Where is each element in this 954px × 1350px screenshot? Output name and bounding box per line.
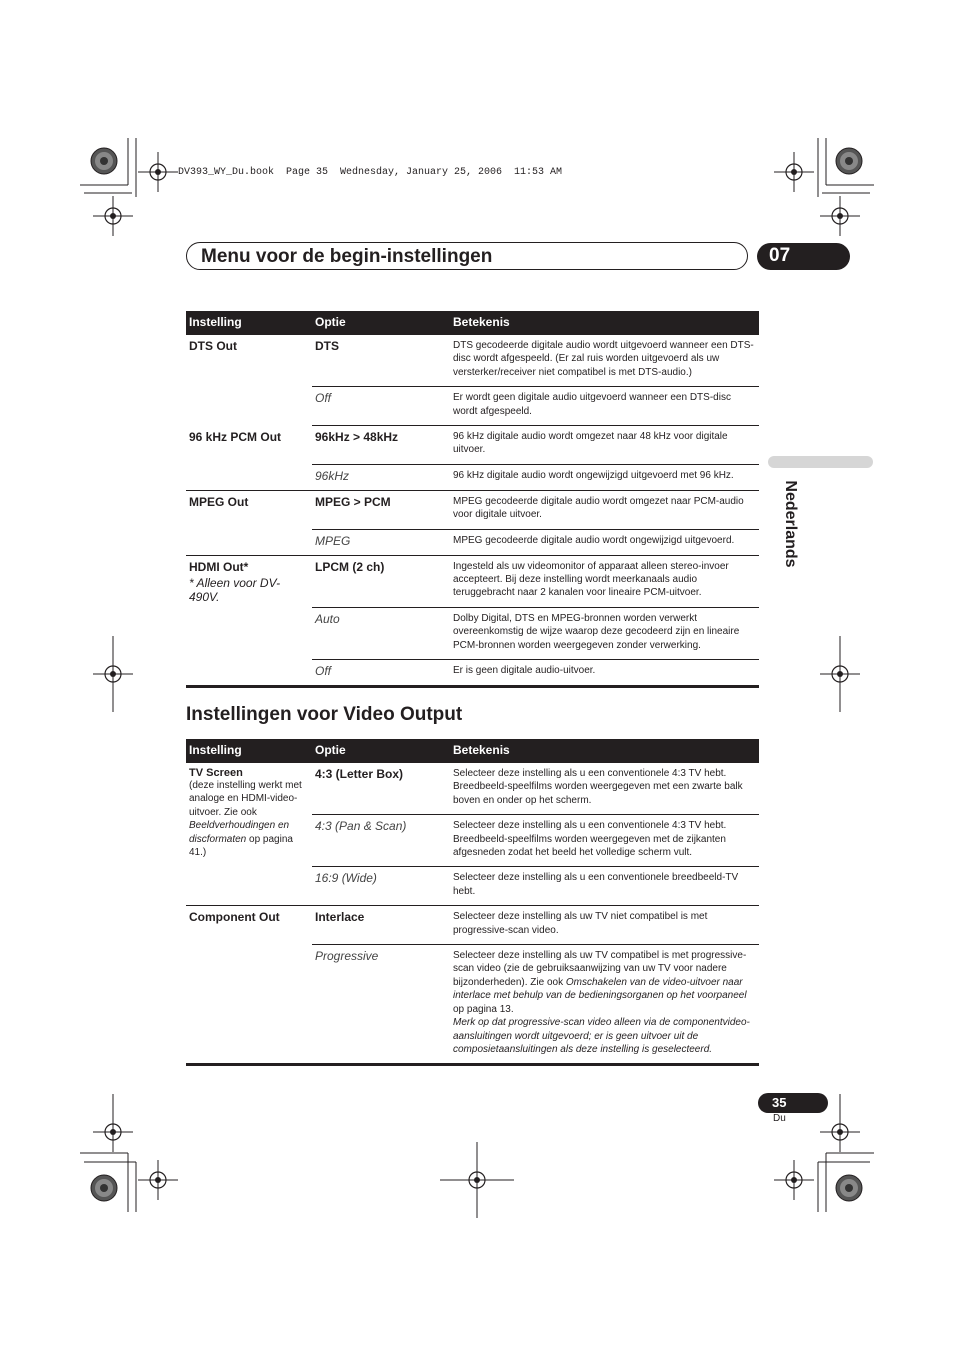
option-cell: 4:3 (Letter Box) [312, 763, 450, 815]
note-link-text: Beeldverhoudingen en discformaten [189, 820, 290, 845]
setting-96khz-pcm-out: 96 kHz PCM Out [186, 426, 312, 491]
setting-hdmi-out [186, 555, 312, 686]
table-row [186, 490, 759, 529]
meaning-cell: MPEG gecodeerde digitale audio wordt omgezet naar PCM-audio voor digitale uitvoer. [450, 490, 759, 529]
option-cell: Off [312, 387, 450, 426]
table-row [186, 906, 759, 945]
registration-cross-icon [138, 1160, 178, 1200]
note-text: (deze instelling werkt met analoge en HDMI-video-uitvoer. Zie ook [189, 780, 302, 818]
registration-cross-icon [138, 152, 178, 192]
table-header-row [186, 311, 759, 335]
table-header-row [186, 739, 759, 763]
table-row [186, 555, 759, 607]
setting-component-out: Component Out [186, 906, 312, 1065]
meaning-link-text: Omschakelen van de video-uitvoer naar interlace met behulp van de bedieningsorganen op het voorpaneel [453, 976, 747, 1002]
meaning-cell: Ingesteld als uw videomonitor of apparaat alleen stereo-invoer accepteert. Bij deze instelling wordt meerkanaals audio teruggebracht naar 2 kanalen voor lineaire PCM-uitvoer. [450, 555, 759, 607]
header-meaning: Betekenis [450, 739, 759, 763]
meaning-cell [450, 945, 759, 1065]
meaning-cell: 96 kHz digitale audio wordt omgezet naar 48 kHz voor digitale uitvoer. [450, 426, 759, 465]
header-option: Optie [312, 311, 450, 335]
meaning-cell: Er wordt geen digitale audio uitgevoerd wanneer een DTS-disc wordt afgespeeld. [450, 387, 759, 426]
setting-hdmi-out-label: HDMI Out* [189, 559, 249, 574]
option-cell: 4:3 (Pan & Scan) [312, 815, 450, 867]
chapter-title-bar [186, 242, 748, 270]
registration-star-icon [91, 1175, 117, 1201]
page-number-badge [758, 1093, 828, 1113]
option-cell: 96kHz [312, 464, 450, 490]
table-row [186, 426, 759, 465]
setting-hdmi-out-note: * Alleen voor DV-490V. [189, 575, 281, 604]
option-cell: MPEG [312, 529, 450, 555]
meaning-cell: Selecteer deze instelling als u een conventionele breedbeeld-TV hebt. [450, 867, 759, 906]
option-cell: Interlace [312, 906, 450, 945]
setting-tv-screen [186, 763, 312, 906]
meaning-note: Merk op dat progressive-scan video alleen via de componentvideo-aansluitingen wordt uitgevoerd; er is geen uitvoer uit de composietaansluitingen als deze instelling is geselecteerd. [453, 1017, 750, 1055]
option-cell: 96kHz > 48kHz [312, 426, 450, 465]
registration-cross-icon [774, 152, 814, 192]
section-title: Instellingen voor Video Output [186, 704, 463, 725]
note-text: op pagina 41.) [189, 833, 293, 859]
header-option: Optie [312, 739, 450, 763]
video-settings-table [186, 739, 759, 1066]
page-number: 35 [772, 1095, 787, 1110]
meaning-text: op pagina 13. [453, 1003, 514, 1015]
meaning-cell: DTS gecodeerde digitale audio wordt uitgevoerd wanneer een DTS-disc wordt afgespeeld. (Er zal ruis worden uitgevoerd als uw versterker/receiver niet compatibel is met DTS-audio.) [450, 335, 759, 387]
meaning-cell: Dolby Digital, DTS en MPEG-bronnen worden verwerkt overeenkomstig de wijze waarop deze gecodeerd zijn en lineaire PCM-bronnen worden weergegeven zonder verwerking. [450, 607, 759, 659]
meaning-cell: Selecteer deze instelling als u een conventionele 4:3 TV hebt. Breedbeeld-speelfilms worden weergegeven met een zwarte balk boven en onder op het scherm. [450, 763, 759, 815]
option-cell: DTS [312, 335, 450, 387]
meaning-cell: 96 kHz digitale audio wordt ongewijzigd uitgevoerd met 96 kHz. [450, 464, 759, 490]
option-cell: Off [312, 660, 450, 687]
chapter-number-badge [757, 243, 850, 270]
setting-dts-out: DTS Out [189, 339, 237, 353]
registration-star-icon [836, 148, 862, 174]
meaning-cell: Selecteer deze instelling als uw TV niet compatibel is met progressive-scan video. [450, 906, 759, 945]
header-setting: Instelling [186, 739, 312, 763]
option-cell: MPEG > PCM [312, 490, 450, 529]
registration-cross-icon [820, 196, 860, 236]
table-row [186, 763, 759, 815]
setting-mpeg-out: MPEG Out [186, 490, 312, 555]
option-cell: 16:9 (Wide) [312, 867, 450, 906]
setting-tv-screen-label: TV Screen [189, 767, 243, 779]
meaning-text: Selecteer deze instelling als uw TV compatibel is met progressive-scan video (zie de gebruiksaanwijzing van uw TV voor nadere bijzonderheden). Zie ook [453, 950, 747, 988]
meaning-cell: Selecteer deze instelling als u een conventionele 4:3 TV hebt. Breedbeeld-speelfilms worden weergegeven met de zijkanten afgesneden zodat het beeld het volledige scherm vult. [450, 815, 759, 867]
option-cell: LPCM (2 ch) [312, 555, 450, 607]
option-cell: Auto [312, 607, 450, 659]
meaning-cell: MPEG gecodeerde digitale audio wordt ongewijzigd uitgevoerd. [450, 529, 759, 555]
registration-cross-icon [774, 1160, 814, 1200]
header-setting: Instelling [186, 311, 312, 335]
registration-star-icon [91, 148, 117, 174]
chapter-number: 07 [769, 245, 791, 266]
print-slug: DV393_WY_Du.book Page 35 Wednesday, January 25, 2006 11:53 AM [178, 167, 563, 178]
audio-settings-table [186, 311, 759, 688]
page-language: Du [773, 1113, 786, 1124]
table-row [186, 335, 759, 387]
meaning-cell: Er is geen digitale audio-uitvoer. [450, 660, 759, 687]
language-tab-label: Nederlands [782, 480, 799, 568]
option-cell: Progressive [312, 945, 450, 1065]
registration-cross-icon [93, 196, 133, 236]
setting-tv-screen-note [189, 779, 309, 859]
header-meaning: Betekenis [450, 311, 759, 335]
registration-star-icon [836, 1175, 862, 1201]
chapter-title: Menu voor de begin-instellingen [201, 246, 493, 267]
